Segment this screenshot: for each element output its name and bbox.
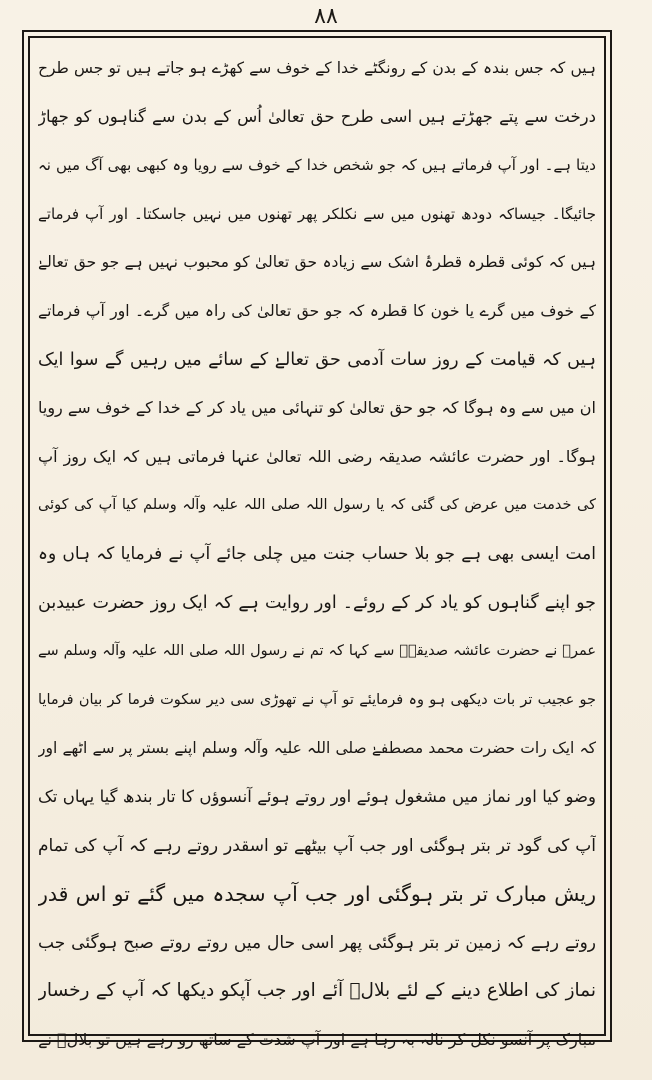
text-line: کی خدمت میں عرض کی گئی کہ یا رسول اللہ صلی اللہ علیہ وآلہ وسلم کیا آپ کی کوئی [38, 497, 596, 514]
text-line: درخت سے پتے جھڑتے ہیں اسی طرح حق تعالیٰ اُس کے بدن سے گناہوں کو جھاڑ [38, 106, 596, 126]
text-line: مبارک پر آنسو نکل کر نالہ بہ رہا ہے اور آپ شدت کے ساتھ رو رہے ہیں تو بلالؓ نے [38, 1029, 596, 1049]
text-line: ہیں کہ جس بندہ کے بدن کے رونگٹے خدا کے خوف سے کھڑے ہو جاتے ہیں تو جس طرح [38, 59, 596, 77]
text-line: امت ایسی بھی ہے جو بلا حساب جنت میں چلی جائے آپ نے فرمایا کہ ہاں وہ [38, 543, 596, 564]
text-line: ہوگا۔ اور حضرت عائشہ صدیقہ رضی اللہ تعالیٰ عنہا فرماتی ہیں کہ ایک روز آپ [38, 446, 596, 466]
body-text [38, 44, 596, 1049]
text-line: جائیگا۔ جیساکہ دودھ تھنوں میں سے نکلکر پھر تھنوں میں نہیں جاسکتا۔ اور آپ فرماتے [38, 204, 596, 223]
text-line: کے خوف میں گرے یا خون کا قطرہ کہ جو حق تعالیٰ کی راہ میں گرے۔ اور آپ فرماتے [38, 301, 596, 320]
page-number: ۸۸ [314, 4, 338, 29]
text-line: دیتا ہے۔ اور آپ فرماتے ہیں کہ جو شخص خدا کے خوف سے رویا وہ کبھی بھی آگ میں نہ [38, 156, 596, 175]
text-line: ریش مبارک تر بتر ہوگئی اور جب آپ سجدہ میں گئے تو اس قدر [38, 882, 596, 907]
text-line: عمرؓ نے حضرت عائشہ صدیقہؓ سے کہا کہ تم نے رسول اللہ صلی اللہ علیہ وآلہ وسلم سے [38, 643, 596, 660]
text-line: کہ ایک رات حضرت محمد مصطفےٰ صلی اللہ علیہ وآلہ وسلم اپنے بستر پر سے اٹھے اور [38, 739, 596, 758]
text-line: جو عجیب تر بات دیکھی ہو وہ فرمایئے تو آپ نے تھوڑی سی دیر سکوت فرما کر بیان فرمایا [38, 691, 596, 708]
text-line: ہیں کہ قیامت کے روز سات آدمی حق تعالےٰ کے سائے میں رہیں گے سوا ایک [38, 349, 596, 370]
text-line: جو اپنے گناہوں کو یاد کر کے روئے۔ اور روایت ہے کہ ایک روز حضرت عبیدبن [38, 592, 596, 613]
text-line: آپ کی گود تر بتر ہوگئی اور جب آپ بیٹھے تو اسقدر روتے رہے کہ آپ کی تمام [38, 835, 596, 856]
text-line: وضو کیا اور نماز میں مشغول ہوئے اور روتے ہوئے آنسوؤں کا تار بندھ گیا یہاں تک [38, 786, 596, 806]
text-line: نماز کی اطلاع دینے کے لئے بلالؓ آئے اور جب آپکو دیکھا کہ آپ کے رخسار [38, 980, 596, 1002]
text-line: ان میں سے وہ ہوگا کہ جو حق تعالیٰ کو تنہائی میں یاد کر کے خدا کے خوف سے رویا [38, 398, 596, 418]
text-line: روتے رہے کہ زمین تر بتر ہوگئی پھر اسی حال میں روتے روتے صبح ہوگئی جب [38, 932, 596, 953]
text-line: ہیں کہ کوئی قطرہ قطرۂ اشک سے زیادہ حق تعالیٰ کو محبوب نہیں ہے جو حق تعالےٰ [38, 253, 596, 272]
